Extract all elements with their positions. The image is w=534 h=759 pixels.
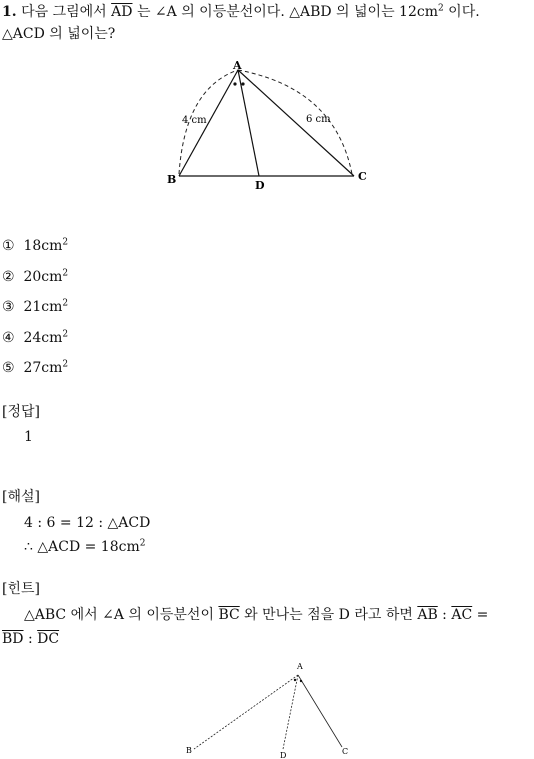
segment-ad: $\overline{AD}$ — [111, 4, 133, 20]
label-b: B — [186, 746, 192, 755]
segment-ac: $\overline{AC}$ — [451, 607, 473, 623]
explanation-line-2: ∴ △ACD = $18cm^2$ — [24, 538, 146, 555]
segment-dc: $\overline{DC}$ — [37, 631, 60, 647]
choice-1: ① $18cm^2$ — [2, 237, 69, 254]
superscript: 2 — [438, 3, 444, 14]
choice-mark: ④ — [2, 330, 15, 346]
angle-mark-2 — [241, 82, 244, 85]
question-text-c: 이다. — [443, 4, 480, 20]
triangle-figure-2 — [0, 650, 534, 759]
choice-mark: ③ — [2, 299, 15, 315]
choice-value: 20cm — [23, 269, 63, 285]
hint-line-2: $\overline{BD}$ : $\overline{DC}$ — [2, 631, 60, 647]
side-ac — [298, 675, 342, 747]
question-number: 1. — [2, 4, 17, 20]
choice-value: 27cm — [23, 360, 63, 376]
triangle-figure-1 — [0, 0, 534, 200]
bisector-ad — [283, 675, 298, 749]
explanation-heading: [해설] — [2, 489, 40, 505]
angle-mark-2 — [300, 680, 302, 682]
label-side-ab: 4 cm — [182, 115, 207, 126]
segment-bd: $\overline{BD}$ — [2, 631, 24, 647]
answer-heading: [정답] — [2, 404, 40, 420]
explanation-line-1: 4 : 6 = 12 : △ACD — [24, 515, 151, 531]
hint-line-1: △ABC 에서 ∠A 의 이등분선이 $\overline{BC}$ 와 만나는 점을 D 라고 하면 $\overline{AB}$ : $\overline{AC}$ = — [24, 607, 489, 623]
segment-ab: $\overline{AB}$ — [417, 607, 438, 623]
choice-value: 18cm — [23, 238, 63, 254]
label-c: C — [358, 170, 367, 183]
answer-value: 1 — [24, 429, 33, 445]
choice-4: ④ $24cm^2$ — [2, 329, 69, 346]
choice-2: ② $20cm^2$ — [2, 268, 69, 285]
question-line-2: △ACD 의 넓이는? — [2, 26, 116, 42]
choice-mark: ① — [2, 238, 15, 254]
choice-value: 24cm — [23, 330, 63, 346]
choice-mark: ⑤ — [2, 360, 15, 376]
question-text-a: 다음 그림에서 — [21, 4, 107, 20]
label-side-ac: 6 cm — [306, 114, 331, 125]
side-ab — [194, 675, 298, 749]
question-text-b: 는 ∠A 의 이등분선이다. △ABD 의 넓이는 12cm — [136, 4, 438, 20]
choice-value: 21cm — [23, 299, 63, 315]
segment-bc: $\overline{BC}$ — [218, 607, 240, 623]
label-c: C — [342, 747, 349, 756]
label-d: D — [255, 179, 265, 192]
choice-5: ⑤ $27cm^2$ — [2, 359, 69, 376]
label-b: B — [167, 173, 177, 186]
label-a: A — [297, 662, 303, 671]
hint-heading: [힌트] — [2, 581, 40, 597]
label-d: D — [280, 751, 287, 759]
choice-mark: ② — [2, 269, 15, 285]
angle-mark-1 — [233, 82, 236, 85]
choice-3: ③ $21cm^2$ — [2, 298, 69, 315]
label-a: A — [233, 59, 242, 72]
angle-mark-1 — [294, 679, 296, 681]
